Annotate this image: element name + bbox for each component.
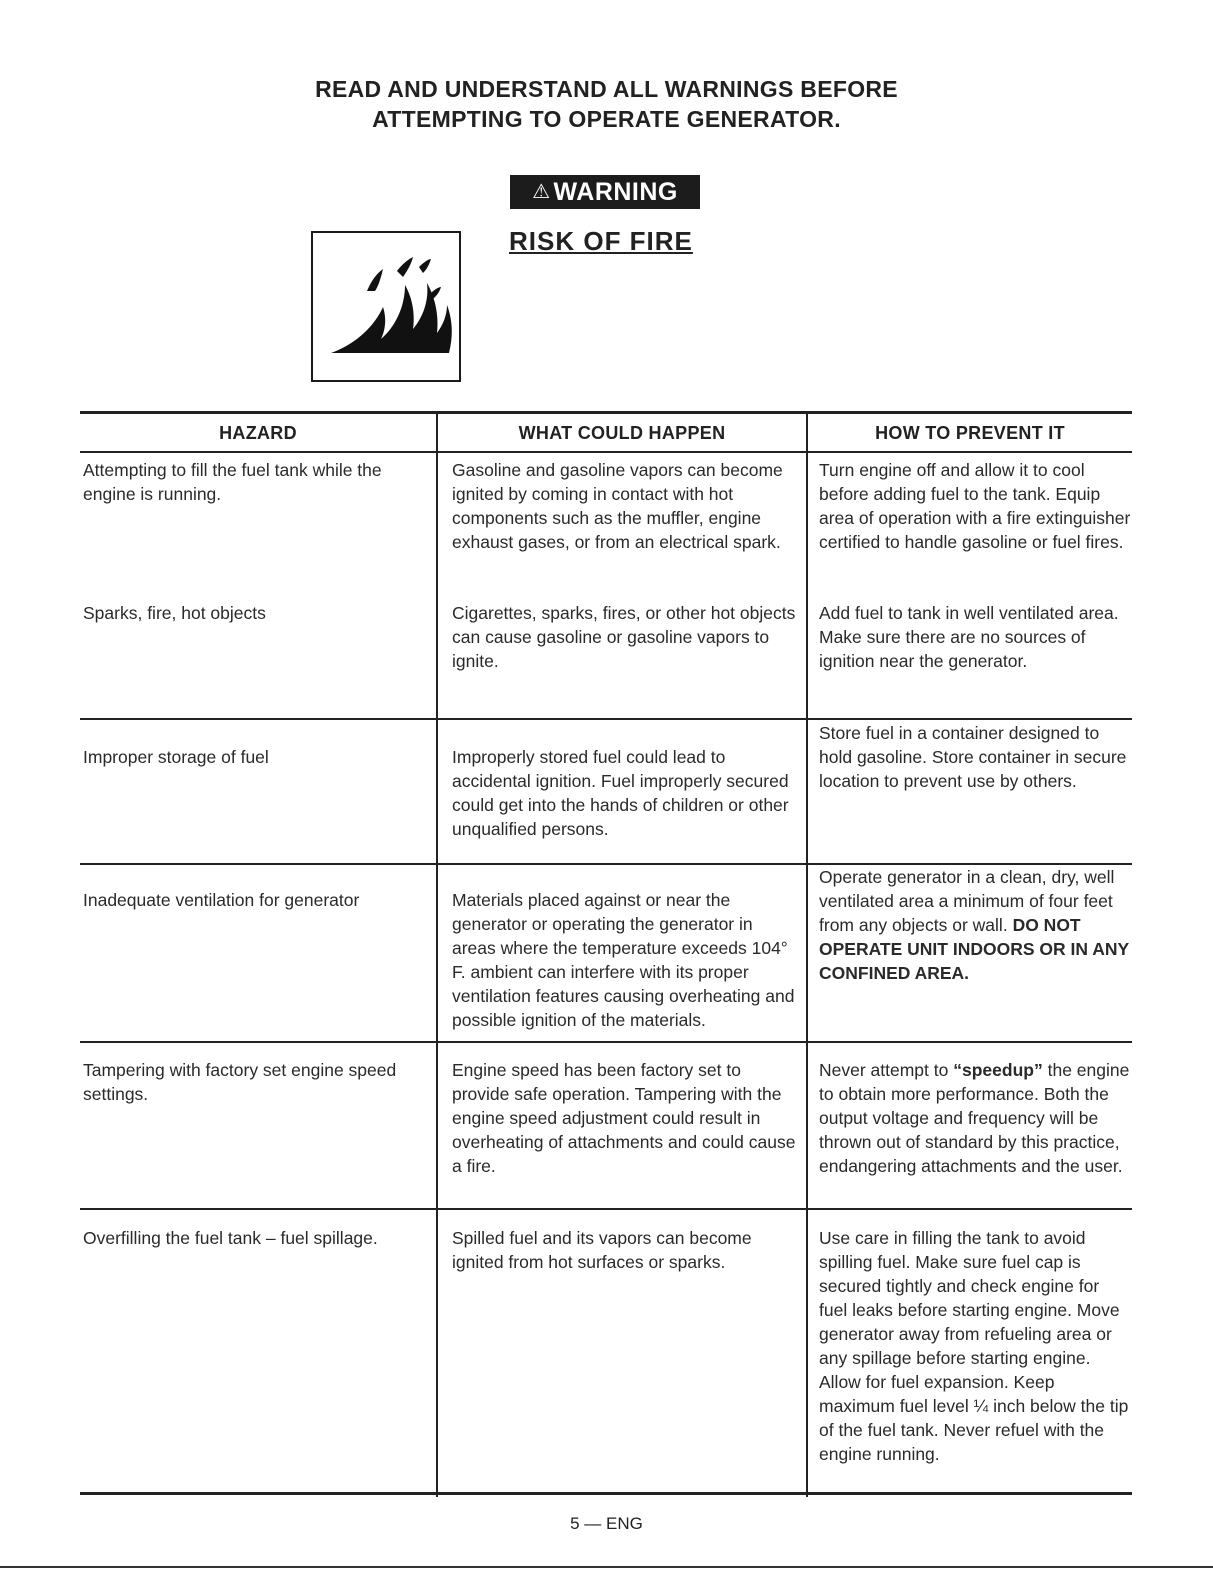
- fire-pictogram: [311, 231, 461, 382]
- table-top-rule: [80, 411, 1132, 414]
- row2-prevent: Add fuel to tank in well ventilated area. Make sure there are no sources of ignition near the generator.: [819, 603, 1119, 671]
- row5-prevent-post: the engine to obtain more performance. Both the output voltage and frequency will be thrown out of standard by this practice, endangering attachments and the user.: [819, 1060, 1130, 1176]
- column-divider-1: [436, 411, 438, 1497]
- warning-label: WARNING: [553, 178, 678, 206]
- page-bottom-rule: [0, 1566, 1213, 1568]
- header-what-could-happen: WHAT COULD HAPPEN: [518, 423, 726, 443]
- hazard-title: RISK OF FIRE: [509, 226, 693, 256]
- row1-prevent: Turn engine off and allow it to cool before adding fuel to the tank. Equip area of operation with a fire extinguisher certified to handle gasoline or fuel fires.: [819, 460, 1131, 552]
- row2-happen: Cigarettes, sparks, fires, or other hot objects can cause gasoline or gasoline vapors to ignite.: [452, 603, 796, 671]
- row-rule-3: [80, 1041, 1132, 1043]
- warning-triangle-icon: ⚠: [532, 181, 551, 203]
- row4-hazard: Inadequate ventilation for generator: [83, 890, 360, 910]
- row1-hazard: Attempting to fill the fuel tank while the engine is running.: [83, 460, 382, 504]
- heading-line-2: ATTEMPTING TO OPERATE GENERATOR.: [372, 106, 841, 132]
- row5-prevent-pre: Never attempt to: [819, 1060, 949, 1080]
- row4-prevent-warning: DO NOT OPERATE UNIT INDOORS OR IN ANY CONFINED AREA.: [819, 915, 1129, 983]
- row2-hazard: Sparks, fire, hot objects: [83, 603, 266, 623]
- heading-line-1: READ AND UNDERSTAND ALL WARNINGS BEFORE: [315, 76, 898, 102]
- row4-happen: Materials placed against or near the generator or operating the generator in areas where the temperature exceeds 104° F. ambient can interfere with its proper ventilation features causing overheating and possible ignition of the materials.: [452, 890, 795, 1030]
- row5-prevent: [819, 1058, 1131, 1178]
- row3-hazard: Improper storage of fuel: [83, 747, 269, 767]
- row-rule-1: [80, 718, 1132, 720]
- fire-icon: [313, 233, 459, 380]
- hazard-table: [80, 411, 1132, 1497]
- row5-hazard: Tampering with factory set engine speed settings.: [83, 1060, 397, 1104]
- page-heading: [0, 74, 1213, 134]
- row5-happen: Engine speed has been factory set to provide safe operation. Tampering with the engine speed adjustment could result in overheating of attachments and could cause a fire.: [452, 1060, 796, 1176]
- row4-prevent: [819, 865, 1131, 985]
- row4-prevent-text: Operate generator in a clean, dry, well ventilated area a minimum of four feet from any objects or wall.: [819, 867, 1115, 935]
- header-hazard: HAZARD: [219, 423, 297, 443]
- column-divider-2: [806, 411, 808, 1497]
- row1-happen: Gasoline and gasoline vapors can become ignited by coming in contact with hot components such as the muffler, engine exhaust gases, or from an electrical spark.: [452, 460, 783, 552]
- row3-prevent: Store fuel in a container designed to hold gasoline. Store container in secure location to prevent use by others.: [819, 723, 1127, 791]
- page-footer: 5 — ENG: [570, 1514, 643, 1533]
- row-rule-4: [80, 1208, 1132, 1210]
- row6-happen: Spilled fuel and its vapors can become ignited from hot surfaces or sparks.: [452, 1228, 752, 1272]
- row5-prevent-speedup: “speedup”: [953, 1060, 1043, 1080]
- row6-prevent: Use care in filling the tank to avoid spilling fuel. Make sure fuel cap is secured tightly and check engine for fuel leaks before starting engine. Move generator away from refueling area or any spillage before starting engine. Allow for fuel expansion. Keep maximum fuel level ¼ inch below the tip of the fuel tank. Never refuel with the engine running.: [819, 1228, 1129, 1464]
- header-rule: [80, 451, 1132, 453]
- row6-hazard: Overfilling the fuel tank – fuel spillage.: [83, 1228, 378, 1248]
- row3-happen: Improperly stored fuel could lead to accidental ignition. Fuel improperly secured could get into the hands of children or other unqualified persons.: [452, 747, 789, 839]
- header-how-to-prevent: HOW TO PREVENT IT: [875, 423, 1065, 443]
- warning-badge: [510, 175, 700, 209]
- table-bottom-rule: [80, 1492, 1132, 1495]
